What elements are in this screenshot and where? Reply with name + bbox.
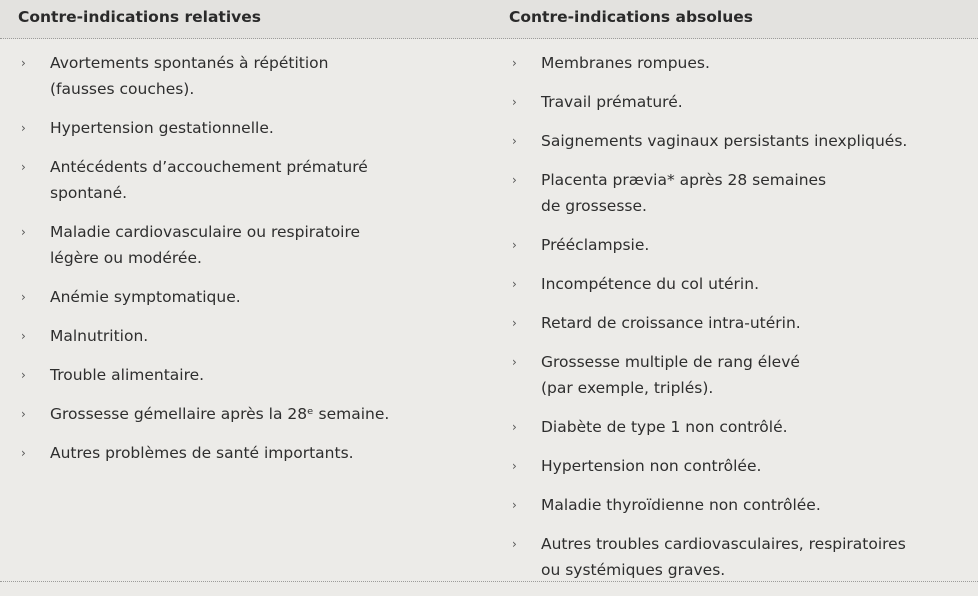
- list-item-text: de grossesse.: [541, 197, 647, 215]
- list-item-text: Placenta prævia* après 28 semaines: [541, 171, 827, 189]
- list-item: [18, 115, 478, 141]
- chevron-right-icon: ›: [21, 329, 26, 343]
- column-title-relative: Contre-indications relatives: [18, 8, 261, 26]
- header-divider: [0, 38, 978, 39]
- chevron-right-icon: ›: [21, 407, 26, 421]
- chevron-right-icon: ›: [512, 459, 517, 473]
- list-item: [18, 50, 478, 102]
- list-item-text: Maladie thyroïdienne non contrôlée.: [541, 496, 821, 514]
- chevron-right-icon: ›: [21, 368, 26, 382]
- list-item: [18, 362, 478, 388]
- list-item-text: ou systémiques graves.: [541, 561, 726, 579]
- list-item: [18, 154, 478, 206]
- list-item: [509, 128, 971, 154]
- list-item-text: Travail prématuré.: [541, 93, 683, 111]
- list-item: [509, 89, 971, 115]
- list-item-text: Retard de croissance intra-utérin.: [541, 314, 801, 332]
- list-item-text: Diabète de type 1 non contrôlé.: [541, 418, 788, 436]
- chevron-right-icon: ›: [21, 121, 26, 135]
- list-item: [509, 492, 971, 518]
- relative-contraindications-list: [18, 50, 478, 479]
- list-item-text: Trouble alimentaire.: [50, 366, 205, 384]
- list-item: [509, 310, 971, 336]
- list-item-text: Hypertension gestationnelle.: [50, 119, 274, 137]
- list-item: [509, 232, 971, 258]
- list-item-text: spontané.: [50, 184, 128, 202]
- list-item-text: Incompétence du col utérin.: [541, 275, 759, 293]
- chevron-right-icon: ›: [21, 446, 26, 460]
- list-item: [509, 531, 971, 583]
- list-item: [509, 414, 971, 440]
- list-item: [18, 440, 478, 466]
- column-title-absolute: Contre-indications absolues: [509, 8, 754, 26]
- chevron-right-icon: ›: [512, 277, 517, 291]
- list-item-text: Antécédents d’accouchement prématuré: [50, 158, 368, 176]
- list-item-text: Malnutrition.: [50, 327, 149, 345]
- chevron-right-icon: ›: [512, 95, 517, 109]
- list-item: [18, 284, 478, 310]
- chevron-right-icon: ›: [512, 238, 517, 252]
- list-item-text: Anémie symptomatique.: [50, 288, 241, 306]
- list-item: [18, 401, 478, 427]
- chevron-right-icon: ›: [512, 134, 517, 148]
- chevron-right-icon: ›: [512, 537, 517, 551]
- list-item-text: Grossesse gémellaire après la 28ᵉ semaine.: [50, 405, 390, 423]
- list-item-text: Autres problèmes de santé importants.: [50, 444, 354, 462]
- list-item: [18, 219, 478, 271]
- chevron-right-icon: ›: [21, 290, 26, 304]
- list-item-text: Prééclampsie.: [541, 236, 650, 254]
- chevron-right-icon: ›: [21, 225, 26, 239]
- list-item: [509, 453, 971, 479]
- list-item: [18, 323, 478, 349]
- list-item-text: Grossesse multiple de rang élevé: [541, 353, 800, 371]
- chevron-right-icon: ›: [512, 355, 517, 369]
- list-item: [509, 349, 971, 401]
- list-item: [509, 167, 971, 219]
- chevron-right-icon: ›: [512, 56, 517, 70]
- list-item-text: Hypertension non contrôlée.: [541, 457, 762, 475]
- list-item-text: (fausses couches).: [50, 80, 195, 98]
- list-item-text: Autres troubles cardiovasculaires, respiratoires: [541, 535, 906, 553]
- list-item: [509, 50, 971, 76]
- list-item: [509, 271, 971, 297]
- list-item-text: légère ou modérée.: [50, 249, 202, 267]
- list-item-text: Membranes rompues.: [541, 54, 710, 72]
- list-item-text: Saignements vaginaux persistants inexpliqués.: [541, 132, 908, 150]
- chevron-right-icon: ›: [512, 420, 517, 434]
- list-item-text: Maladie cardiovasculaire ou respiratoire: [50, 223, 361, 241]
- list-item-text: (par exemple, triplés).: [541, 379, 714, 397]
- bottom-divider: [0, 581, 978, 582]
- chevron-right-icon: ›: [512, 316, 517, 330]
- list-item-text: Avortements spontanés à répétition: [50, 54, 329, 72]
- chevron-right-icon: ›: [21, 160, 26, 174]
- chevron-right-icon: ›: [512, 498, 517, 512]
- absolute-contraindications-list: [509, 50, 971, 596]
- chevron-right-icon: ›: [21, 56, 26, 70]
- chevron-right-icon: ›: [512, 173, 517, 187]
